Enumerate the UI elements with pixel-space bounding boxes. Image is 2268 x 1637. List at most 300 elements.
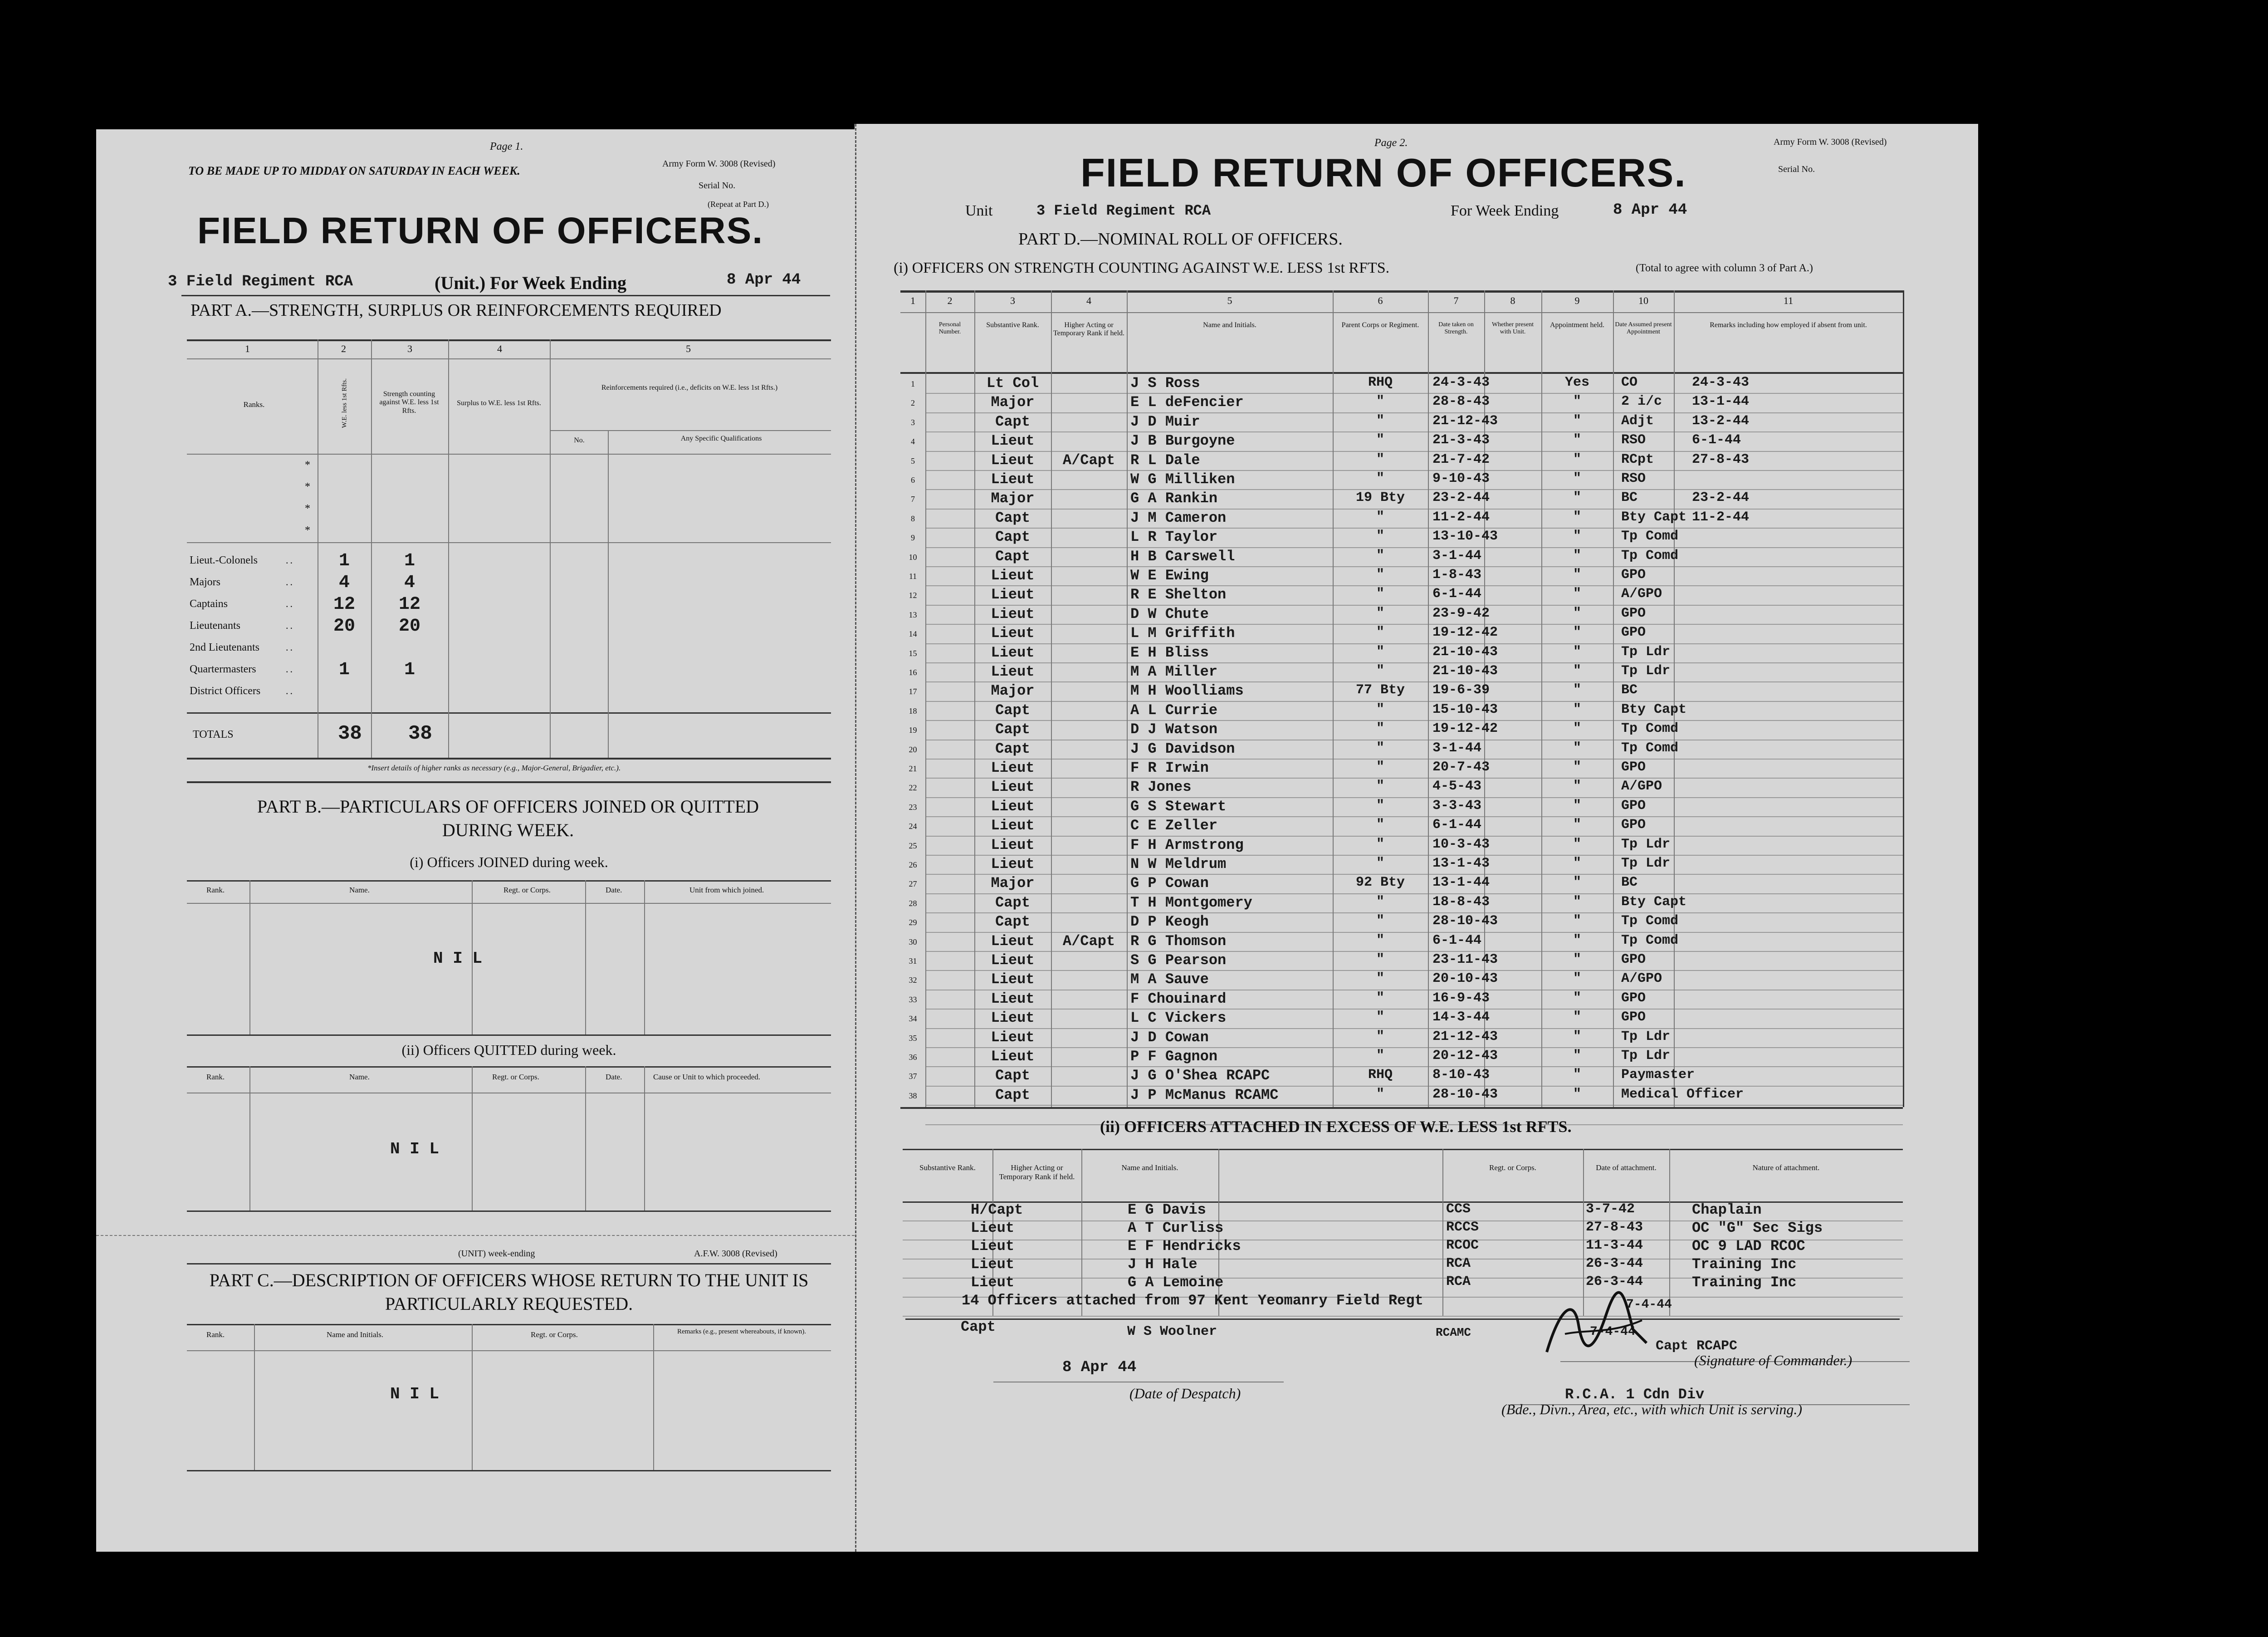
partA-dots: .. — [286, 685, 294, 696]
parent-corps: " — [1376, 644, 1384, 660]
substantive-rank: Lieut — [991, 760, 1035, 776]
row-number: 8 — [911, 514, 915, 523]
row-number: 31 — [909, 956, 917, 966]
parent-corps: " — [1376, 836, 1384, 852]
row-number: 18 — [909, 706, 917, 716]
attached-rank: Lieut — [971, 1256, 1015, 1273]
despatch-label: (Date of Despatch) — [1129, 1385, 1241, 1402]
partA-col-3: 3 — [407, 343, 412, 354]
officer-name: W G Milliken — [1130, 471, 1235, 488]
partA-header-reinf: Reinforcements required (i.e., deficits on W.E. less 1st Rfts.) — [601, 384, 778, 392]
appointment: GPO — [1621, 1010, 1646, 1025]
appointment: BC — [1621, 875, 1638, 891]
column-number: 5 — [1227, 295, 1232, 306]
present-with-unit: " — [1573, 490, 1581, 506]
substantive-rank: Lieut — [991, 451, 1035, 469]
formation-label: (Bde., Divn., Area, etc., with which Unit is serving.) — [1501, 1401, 1802, 1417]
row-number: 7 — [911, 495, 915, 504]
partA-col-5: 5 — [686, 343, 691, 354]
appointment: Tp Comd — [1621, 932, 1679, 948]
attached-corps: RCCS — [1446, 1220, 1479, 1235]
column-header: Name and Initials. — [1203, 321, 1256, 329]
attached-name: A T Curliss — [1128, 1220, 1224, 1236]
column-header: Personal Number. — [938, 321, 961, 336]
parent-corps: " — [1376, 817, 1384, 833]
left-page-content: Page 1. TO BE MADE UP TO MIDDAY ON SATURDAY IN EACH WEEK. Army Form W. 3008 (Revised) Serial No. (Repeat at Part D.) FIELD RETURN OF OFFICERS. 3 Field Regiment RCA (Unit.) For Week Ending 8 Apr 44 PART A.—STRENGTH, SURPLUS OR REINFORCEMENTS REQUIRED 1 2 3 4 5 Ranks. W.E. less 1st Rfts. Strength counting against W.E. less 1st Rfts. Surplus to W.E. less 1st Rfts. Reinforcements required (i.e., deficits on W.E. less 1st Rfts.) No. Any Specific Qualifications * * * * Lieut.-Colonels .. 1 1 Majors .. 4 4 Captains .. 12 12 Lieutenants .. 20 20 2nd Lieutenants .. Quartermasters .. 1 1 District Officers .. TOTALS 38 38 *Insert details of higher ranks as necessary (e.g., Major-General, Brigadier, etc.). PART B.—PARTICULARS OF OFFICERS JOINED OR QUITTED DURING WEEK. (i) Officers JOINED during week. Rank. Name. Regt. or Corps. Date. Unit from which joined. N I L (ii) Officers QUITTED during week. Rank. Name. Regt. or Corps. Date. Cause or Unit to which proceeded. N I L (UNIT) week-ending A.F.W. 3008 (Revised) PART C.—DESCRIPTION OF OFFICERS WHOSE RETURN TO THE UNIT IS PARTICULARLY REQUESTED. Rank. Name and Initials. Regt. or Corps. Remarks (e.g., present whereabouts, if known). N I L — [0, 0, 2268, 1637]
appointment: Medical Officer — [1621, 1086, 1744, 1102]
attached-corps: RCA — [1446, 1274, 1471, 1289]
officer-name: J D Muir — [1130, 413, 1200, 430]
present-with-unit: " — [1573, 817, 1581, 833]
attached-date: 27-8-43 — [1586, 1220, 1643, 1235]
partA-dots: .. — [286, 576, 294, 588]
appointment-date: 23-2-44 — [1692, 490, 1750, 506]
officer-name: L C Vickers — [1130, 1010, 1227, 1027]
present-with-unit: " — [1573, 451, 1581, 467]
present-with-unit: " — [1573, 740, 1581, 756]
left-unit-label: (Unit.) For Week Ending — [435, 273, 627, 293]
date-on-strength: 24-3-43 — [1432, 375, 1490, 390]
extra-name: W S Woolner — [1127, 1324, 1217, 1339]
row-number: 20 — [909, 745, 917, 754]
officer-name: T H Montgomery — [1130, 894, 1252, 911]
present-with-unit: " — [1573, 1086, 1581, 1102]
partA-we: 12 — [333, 594, 355, 615]
appointment-date: 24-3-43 — [1692, 375, 1750, 390]
partA-rank: Quartermasters — [190, 663, 256, 675]
present-with-unit: " — [1573, 644, 1581, 660]
right-unit-label: Unit — [965, 202, 993, 219]
attached-header: Higher Acting or Temporary Rank if held. — [999, 1163, 1075, 1181]
date-on-strength: 13-1-44 — [1432, 875, 1490, 891]
quitted-h-rank: Rank. — [206, 1073, 225, 1081]
attached-nature: Chaplain — [1692, 1201, 1762, 1218]
parent-corps: " — [1376, 1086, 1384, 1102]
quitted-value: N I L — [390, 1140, 440, 1158]
appointment: Bty Capt — [1621, 509, 1687, 525]
present-with-unit: " — [1573, 932, 1581, 948]
substantive-rank: Lieut — [991, 817, 1035, 834]
partA-we: 20 — [333, 616, 355, 637]
appointment: 2 i/c — [1621, 394, 1662, 410]
parent-corps: " — [1376, 509, 1384, 525]
parent-corps: " — [1376, 856, 1384, 871]
present-with-unit: " — [1573, 413, 1581, 429]
column-header: Substantive Rank. — [986, 321, 1039, 329]
substantive-rank: Lieut — [991, 836, 1035, 853]
officer-name: M A Sauve — [1130, 971, 1209, 988]
present-with-unit: " — [1573, 1010, 1581, 1025]
joined-h-date: Date. — [606, 886, 622, 894]
partA-strength: 1 — [404, 551, 415, 571]
present-with-unit: " — [1573, 836, 1581, 852]
officer-name: A L Currie — [1130, 701, 1218, 719]
present-with-unit: " — [1573, 529, 1581, 544]
partA-rank: Lieut.-Colonels — [190, 554, 258, 566]
parent-corps: " — [1376, 990, 1384, 1006]
row-number: 37 — [909, 1072, 917, 1081]
insert-note: *Insert details of higher ranks as necessary (e.g., Major-General, Brigadier, etc.). — [367, 764, 621, 772]
appointment: Tp Ldr — [1621, 663, 1671, 679]
officer-name: H B Carswell — [1130, 548, 1235, 565]
partA-strength: 12 — [398, 594, 420, 615]
date-on-strength: 3-1-44 — [1432, 548, 1482, 564]
date-on-strength: 21-12-43 — [1432, 1029, 1498, 1044]
substantive-rank: Major — [991, 875, 1035, 892]
right-unit-value: 3 Field Regiment RCA — [1036, 202, 1211, 219]
partB-title: PART B.—PARTICULARS OF OFFICERS JOINED OR QUITTED DURING WEEK. — [257, 796, 759, 840]
row-number: 21 — [909, 764, 917, 773]
present-with-unit: " — [1573, 990, 1581, 1006]
substantive-rank: Lieut — [991, 663, 1035, 680]
officer-name: L R Taylor — [1130, 529, 1218, 546]
appointment: A/GPO — [1621, 779, 1662, 794]
officer-name: D W Chute — [1130, 605, 1209, 622]
appointment: RSO — [1621, 471, 1646, 486]
section-i-note: (Total to agree with column 3 of Part A.) — [1636, 262, 1813, 274]
attached-nature: OC "G" Sec Sigs — [1692, 1220, 1823, 1236]
formation-value: R.C.A. 1 Cdn Div — [1565, 1386, 1705, 1403]
officer-name: F Chouinard — [1130, 990, 1227, 1007]
extra-rank: Capt — [961, 1318, 996, 1335]
substantive-rank: Lieut — [991, 1048, 1035, 1065]
substantive-rank: Lieut — [991, 471, 1035, 488]
date-on-strength: 23-9-42 — [1432, 605, 1490, 621]
column-number: 10 — [1638, 295, 1648, 306]
column-number: 2 — [947, 295, 953, 306]
substantive-rank: Lieut — [991, 952, 1035, 969]
row-number: 36 — [909, 1053, 917, 1062]
joined-value: N I L — [433, 949, 483, 968]
parent-corps: 19 Bty — [1355, 490, 1405, 506]
partC-value: N I L — [390, 1385, 440, 1403]
section-i-title: (i) OFFICERS ON STRENGTH COUNTING AGAINST W.E. LESS 1st RFTS. — [894, 260, 1390, 276]
appointment: Tp Comd — [1621, 913, 1679, 929]
partA-dots: .. — [286, 620, 294, 631]
row-number: 3 — [911, 417, 915, 427]
row-number: 9 — [911, 533, 915, 543]
appointment: GPO — [1621, 952, 1646, 967]
column-number: 6 — [1378, 295, 1383, 306]
partA-header-we: W.E. less 1st Rfts. — [341, 378, 348, 428]
appointment: Tp Comd — [1621, 548, 1679, 564]
column-header: Parent Corps or Regiment. — [1341, 321, 1419, 329]
right-form-ref: Army Form W. 3008 (Revised) — [1774, 137, 1887, 147]
date-on-strength: 3-3-43 — [1432, 798, 1482, 814]
attached-date: 3-7-42 — [1586, 1201, 1635, 1217]
right-week-value: 8 Apr 44 — [1613, 201, 1687, 219]
joined-title: (i) Officers JOINED during week. — [410, 854, 608, 870]
date-on-strength: 28-10-43 — [1432, 1086, 1498, 1102]
substantive-rank: Lieut — [991, 1010, 1035, 1027]
officer-name: J G O'Shea RCAPC — [1130, 1067, 1270, 1084]
present-with-unit: " — [1573, 625, 1581, 641]
right-title: FIELD RETURN OF OFFICERS. — [1080, 150, 1686, 195]
afw-ref: A.F.W. 3008 (Revised) — [694, 1249, 777, 1259]
row-number: 28 — [909, 898, 917, 908]
present-with-unit: " — [1573, 971, 1581, 987]
officer-name: G S Stewart — [1130, 798, 1227, 815]
row-number: 6 — [911, 475, 915, 485]
totals-label: TOTALS — [193, 729, 234, 740]
row-number: 2 — [911, 398, 915, 408]
date-on-strength: 10-3-43 — [1432, 836, 1490, 852]
officer-name: C E Zeller — [1130, 817, 1218, 834]
right-week-label: For Week Ending — [1451, 202, 1559, 219]
attached-header: Name and Initials. — [1121, 1163, 1178, 1172]
present-with-unit: " — [1573, 760, 1581, 775]
date-on-strength: 19-12-42 — [1432, 625, 1498, 641]
appointment-date: 13-2-44 — [1692, 413, 1750, 429]
joined-h-name: Name. — [349, 886, 370, 894]
attached-name: J H Hale — [1128, 1256, 1198, 1273]
present-with-unit: " — [1573, 701, 1581, 717]
date-on-strength: 16-9-43 — [1432, 990, 1490, 1006]
date-on-strength: 20-7-43 — [1432, 760, 1490, 775]
present-with-unit: " — [1573, 432, 1581, 448]
appointment: Tp Ldr — [1621, 836, 1671, 852]
parent-corps: " — [1376, 605, 1384, 621]
partA-header-qual: Any Specific Qualifications — [680, 435, 762, 442]
appointment-date: 11-2-44 — [1692, 509, 1750, 525]
appointment: Tp Comd — [1621, 529, 1679, 544]
attached-corps: RCOC — [1446, 1238, 1479, 1253]
appointment: GPO — [1621, 760, 1646, 775]
signature-label: (Signature of Commander.) — [1694, 1352, 1853, 1368]
column-number: 7 — [1453, 295, 1459, 306]
row-number: 14 — [909, 629, 917, 639]
date-on-strength: 13-1-43 — [1432, 856, 1490, 871]
parent-corps: " — [1376, 894, 1384, 910]
present-with-unit: " — [1573, 1029, 1581, 1044]
totals-we: 38 — [338, 722, 362, 745]
substantive-rank: Lieut — [991, 990, 1035, 1007]
substantive-rank: Capt — [995, 413, 1030, 430]
substantive-rank: Lieut — [991, 798, 1035, 815]
column-header: Higher Acting or Temporary Rank if held. — [1053, 321, 1125, 338]
attached-corps: RCA — [1446, 1256, 1471, 1271]
date-on-strength: 23-11-43 — [1432, 952, 1498, 967]
officer-name: N W Meldrum — [1130, 856, 1227, 872]
date-on-strength: 21-12-43 — [1432, 413, 1498, 429]
made-up-note: TO BE MADE UP TO MIDDAY ON SATURDAY IN EACH WEEK. — [188, 164, 520, 177]
row-number: 26 — [909, 860, 917, 869]
attached-header: Substantive Rank. — [919, 1163, 976, 1172]
column-header: Appointment held. — [1550, 321, 1604, 329]
substantive-rank: Major — [991, 394, 1035, 411]
partA-dots: .. — [286, 554, 294, 566]
substantive-rank: Lieut — [991, 971, 1035, 988]
partA-strength: 4 — [404, 573, 415, 593]
officer-name: M H Woolliams — [1130, 682, 1244, 700]
appointment: Tp Ldr — [1621, 1048, 1671, 1064]
row-number: 5 — [911, 456, 915, 466]
unit-week-ending: (UNIT) week-ending — [458, 1249, 535, 1259]
date-on-strength: 13-10-43 — [1432, 529, 1498, 544]
substantive-rank: Lieut — [991, 856, 1035, 872]
partC-h-name: Name and Initials. — [327, 1330, 384, 1339]
officer-name: J G Davidson — [1130, 740, 1235, 757]
row-number: 38 — [909, 1091, 917, 1100]
appointment: Bty Capt — [1621, 894, 1687, 910]
parent-corps: " — [1376, 567, 1384, 583]
officer-name: J B Burgoyne — [1130, 432, 1235, 450]
present-with-unit: " — [1573, 548, 1581, 564]
column-number: 3 — [1010, 295, 1015, 306]
partC-title: PART C.—DESCRIPTION OF OFFICERS WHOSE RETURN TO THE UNIT IS PARTICULARLY REQUESTED. — [209, 1270, 809, 1314]
row-number: 17 — [909, 687, 917, 696]
partA-rank: Lieutenants — [190, 620, 240, 632]
row-number: 34 — [909, 1014, 917, 1024]
date-on-strength: 18-8-43 — [1432, 894, 1490, 910]
partA-strength: 1 — [404, 660, 415, 680]
parent-corps: " — [1376, 1029, 1384, 1044]
present-with-unit: " — [1573, 605, 1581, 621]
quitted-h-date: Date. — [606, 1073, 622, 1081]
date-on-strength: 6-1-44 — [1432, 932, 1482, 948]
officer-name: G P Cowan — [1130, 875, 1209, 892]
parent-corps: " — [1376, 1010, 1384, 1025]
parent-corps: " — [1376, 471, 1384, 486]
parent-corps: " — [1376, 701, 1384, 717]
officer-name: W E Ewing — [1130, 567, 1209, 584]
column-number: 4 — [1086, 295, 1091, 306]
present-with-unit: " — [1573, 509, 1581, 525]
officer-name: J M Cameron — [1130, 509, 1227, 526]
parent-corps: " — [1376, 432, 1384, 448]
date-on-strength: 21-3-43 — [1432, 432, 1490, 448]
substantive-rank: Lieut — [991, 605, 1035, 622]
row-number: 1 — [911, 379, 915, 388]
appointment: BC — [1621, 682, 1638, 698]
substantive-rank: Capt — [995, 721, 1030, 738]
joined-h-unit: Unit from which joined. — [689, 886, 764, 894]
substantive-rank: Lieut — [991, 644, 1035, 661]
substantive-rank: Capt — [995, 529, 1030, 546]
substantive-rank: Lt Col — [986, 375, 1039, 392]
parent-corps: " — [1376, 740, 1384, 756]
appointment: GPO — [1621, 817, 1646, 833]
commander-signature — [1533, 1289, 1660, 1370]
parent-corps: " — [1376, 586, 1384, 602]
appointment: Bty Capt — [1621, 701, 1687, 717]
acting-rank: A/Capt — [1062, 451, 1115, 469]
column-header: Remarks including how employed if absent from unit. — [1710, 321, 1867, 329]
date-on-strength: 15-10-43 — [1432, 701, 1498, 717]
appointment: Tp Comd — [1621, 740, 1679, 756]
date-on-strength: 14-3-44 — [1432, 1010, 1490, 1025]
left-form-ref: Army Form W. 3008 (Revised) — [662, 159, 776, 169]
attached-rank: H/Capt — [971, 1201, 1023, 1218]
date-on-strength: 23-2-44 — [1432, 490, 1490, 506]
partA-rank: District Officers — [190, 685, 261, 697]
partA-we: 1 — [338, 660, 350, 680]
substantive-rank: Capt — [995, 740, 1030, 757]
appointment: RCpt — [1621, 451, 1654, 467]
present-with-unit: " — [1573, 721, 1581, 737]
attached-corps: CCS — [1446, 1201, 1471, 1217]
present-with-unit: " — [1573, 1048, 1581, 1064]
present-with-unit: " — [1573, 798, 1581, 814]
acting-rank: A/Capt — [1062, 932, 1115, 950]
partA-header-ranks: Ranks. — [243, 400, 265, 409]
present-with-unit: " — [1573, 567, 1581, 583]
partC-h-remarks: Remarks (e.g., present whereabouts, if known). — [677, 1328, 807, 1335]
parent-corps: RHQ — [1368, 1067, 1393, 1083]
officer-name: D P Keogh — [1130, 913, 1209, 931]
date-on-strength: 6-1-44 — [1432, 586, 1482, 602]
column-number: 1 — [910, 295, 915, 306]
section-ii-title: (ii) OFFICERS ATTACHED IN EXCESS OF W.E. LESS 1st RFTS. — [1100, 1117, 1572, 1136]
officer-name: R E Shelton — [1130, 586, 1227, 603]
attached-nature: Training Inc — [1692, 1274, 1797, 1291]
partA-dots: .. — [286, 663, 294, 675]
right-serial-label: Serial No. — [1778, 164, 1815, 174]
appointment: Tp Ldr — [1621, 1029, 1671, 1044]
date-on-strength: 4-5-43 — [1432, 779, 1482, 794]
row-number: 11 — [909, 572, 917, 581]
partA-header-strength: Strength counting against W.E. less 1st Rfts. — [379, 390, 439, 415]
attached-rank: Lieut — [971, 1274, 1015, 1291]
parent-corps: " — [1376, 451, 1384, 467]
substantive-rank: Lieut — [991, 432, 1035, 450]
row-number: 13 — [909, 610, 917, 619]
row-number: 10 — [909, 552, 917, 562]
partA-rank: Majors — [190, 576, 220, 588]
partA-col-1: 1 — [245, 343, 250, 354]
extra-date: 7-4-44 — [1590, 1325, 1636, 1339]
present-with-unit: " — [1573, 875, 1581, 891]
attached-name: E G Davis — [1128, 1201, 1206, 1218]
row-number: 19 — [909, 725, 917, 735]
partC-h-corps: Regt. or Corps. — [531, 1330, 578, 1339]
date-on-strength: 6-1-44 — [1432, 817, 1482, 833]
present-with-unit: " — [1573, 586, 1581, 602]
partD-title: PART D.—NOMINAL ROLL OF OFFICERS. — [1018, 230, 1343, 249]
row-number: 35 — [909, 1033, 917, 1043]
column-header: Date Assumed present Appointment — [1615, 321, 1672, 336]
appointment: GPO — [1621, 990, 1646, 1006]
date-on-strength: 21-7-42 — [1432, 451, 1490, 467]
partC-h-rank: Rank. — [206, 1330, 225, 1339]
appointment: Tp Ldr — [1621, 644, 1671, 660]
substantive-rank: Capt — [995, 701, 1030, 719]
appointment: GPO — [1621, 625, 1646, 641]
substantive-rank: Capt — [995, 548, 1030, 565]
row-number: 24 — [909, 822, 917, 831]
despatch-value: 8 Apr 44 — [1062, 1359, 1137, 1376]
present-with-unit: " — [1573, 471, 1581, 486]
officer-name: J S Ross — [1130, 375, 1200, 392]
quitted-h-name: Name. — [349, 1073, 370, 1081]
date-on-strength: 8-10-43 — [1432, 1067, 1490, 1083]
row-number: 27 — [909, 879, 917, 889]
attached-nature: Training Inc — [1692, 1256, 1797, 1273]
date-on-strength: 28-8-43 — [1432, 394, 1490, 410]
row-number: 23 — [909, 802, 917, 812]
date-on-strength: 11-2-44 — [1432, 509, 1490, 525]
signature-typed: Capt RCAPC — [1656, 1338, 1738, 1354]
partA-dots: .. — [286, 642, 294, 653]
attached-header: Regt. or Corps. — [1489, 1163, 1536, 1172]
appointment: BC — [1621, 490, 1638, 506]
parent-corps: RHQ — [1368, 375, 1393, 390]
appointment: GPO — [1621, 605, 1646, 621]
appointment: RSO — [1621, 432, 1646, 448]
row-number: 33 — [909, 995, 917, 1004]
parent-corps: " — [1376, 798, 1384, 814]
partA-title: PART A.—STRENGTH, SURPLUS OR REINFORCEMENTS REQUIRED — [191, 301, 722, 320]
